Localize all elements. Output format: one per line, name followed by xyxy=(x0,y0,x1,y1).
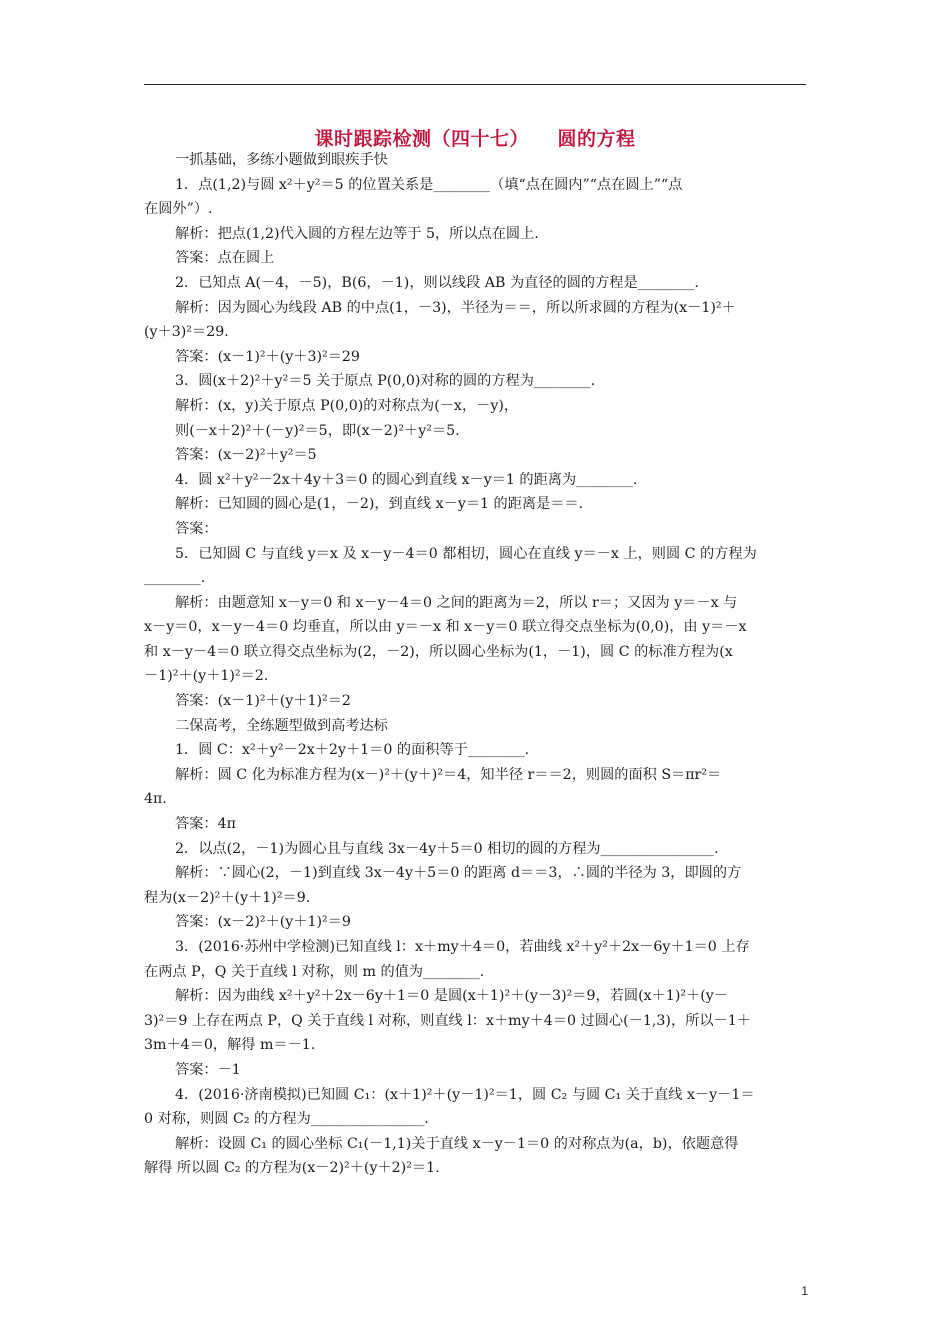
answer-1-3: 答案：(x－2)²＋y²＝5 xyxy=(175,447,317,464)
analysis-2-2-cont: 程为(x－2)²＋(y＋1)²＝9. xyxy=(144,889,311,906)
analysis-1-3: 解析：(x，y)关于原点 P(0,0)的对称点为(－x，－y)， xyxy=(175,397,519,414)
question-2-3: 3．(2016·苏州中学检测)已知直线 l：x＋my＋4＝0，若曲线 x²＋y²＋2x－6y＋1＝0 上存 xyxy=(175,939,750,955)
question-1-1-cont: 在圆外”）. xyxy=(144,201,213,218)
section-heading-basic: 一抓基础，多练小题做到眼疾手快 xyxy=(175,152,388,168)
analysis-1-2-cont: (y＋3)²＝29. xyxy=(144,324,229,341)
answer-2-3: 答案：－1 xyxy=(175,1061,241,1078)
question-2-4-cont: 0 对称，则圆 C₂ 的方程为________________. xyxy=(144,1111,429,1128)
analysis-2-2: 解析：∵圆心(2，－1)到直线 3x－4y＋5＝0 的距离 d＝＝3，∴圆的半径为 3，即圆的方 xyxy=(175,865,742,882)
answer-1-4: 答案： xyxy=(175,520,218,537)
question-1-3: 3．圆(x＋2)²＋y²＝5 关于原点 P(0,0)对称的圆的方程为________. xyxy=(175,373,596,390)
question-1-5: 5．已知圆 C 与直线 y＝x 及 x－y－4＝0 都相切，圆心在直线 y＝－x 上，则圆 C 的方程为 xyxy=(175,545,757,562)
page-number: 1 xyxy=(801,1284,808,1298)
question-1-5-cont: ________. xyxy=(144,570,206,587)
analysis-1-5-cont-3: －1)²＋(y＋1)²＝2. xyxy=(144,668,269,685)
analysis-1-2: 解析：因为圆心为线段 AB 的中点(1，－3)，半径为＝＝，所以所求圆的方程为(x－1)²＋ xyxy=(175,299,736,316)
question-2-3-cont: 在两点 P，Q 关于直线 l 对称，则 m 的值为________. xyxy=(144,963,485,980)
analysis-2-4: 解析：设圆 C₁ 的圆心坐标 C₁(－1,1)关于直线 x－y－1＝0 的对称点为(a，b)，依题意得 xyxy=(175,1135,739,1152)
analysis-1-4: 解析：已知圆的圆心是(1，－2)，到直线 x－y＝1 的距离是＝＝. xyxy=(175,496,584,513)
analysis-2-3-cont-2: 3m＋4＝0，解得 m＝－1. xyxy=(144,1037,316,1054)
answer-2-1: 答案：4π xyxy=(175,816,236,833)
document-body xyxy=(144,148,808,1181)
question-1-1: 1．点(1,2)与圆 x²＋y²＝5 的位置关系是________（填“点在圆内”“点在圆上”“点 xyxy=(175,176,683,193)
answer-1-1: 答案：点在圆上 xyxy=(175,250,275,267)
analysis-1-1: 解析：把点(1,2)代入圆的方程左边等于 5，所以点在圆上. xyxy=(175,225,539,242)
answer-1-5: 答案：(x－1)²＋(y＋1)²＝2 xyxy=(175,693,351,710)
section-heading-exam: 二保高考，全练题型做到高考达标 xyxy=(175,717,388,734)
analysis-2-4-cont: 解得 所以圆 C₂ 的方程为(x－2)²＋(y＋2)²＝1. xyxy=(144,1160,440,1177)
analysis-2-3: 解析：因为曲线 x²＋y²＋2x－6y＋1＝0 是圆(x＋1)²＋(y－3)²＝9，若圆(x＋1)²＋(y－ xyxy=(175,988,728,1005)
analysis-1-5-cont-2: 和 x－y－4＝0 联立得交点坐标为(2，－2)，所以圆心坐标为(1，－1)，圆 C 的标准方程为(x xyxy=(144,643,733,660)
question-2-2: 2．以点(2，－1)为圆心且与直线 3x－4y＋5＝0 相切的圆的方程为________________. xyxy=(175,840,719,857)
header-rule xyxy=(144,84,806,85)
question-1-4: 4．圆 x²＋y²－2x＋4y＋3＝0 的圆心到直线 x－y＝1 的距离为________. xyxy=(175,471,638,488)
analysis-1-5-cont-1: x－y＝0，x－y－4＝0 均垂直，所以由 y＝－x 和 x－y＝0 联立得交点坐标为(0,0)，由 y＝－x xyxy=(144,619,747,636)
analysis-2-1: 解析：圆 C 化为标准方程为(x－)²＋(y＋)²＝4，知半径 r＝＝2，则圆的面积 S＝πr²＝ xyxy=(175,766,722,783)
question-2-4: 4．(2016·济南模拟)已知圆 C₁：(x＋1)²＋(y－1)²＝1，圆 C₂ 与圆 C₁ 关于直线 x－y－1＝ xyxy=(175,1086,755,1103)
analysis-2-3-cont-1: 3)²＝9 上存在两点 P，Q 关于直线 l 对称，则直线 l：x＋my＋4＝0 过圆心(－1,3)，所以－1＋ xyxy=(144,1012,751,1029)
question-1-2: 2．已知点 A(－4，－5)，B(6，－1)，则以线段 AB 为直径的圆的方程是________. xyxy=(175,274,699,291)
page-title: 课时跟踪检测（四十七） 圆的方程 xyxy=(314,128,636,150)
answer-1-2: 答案：(x－1)²＋(y＋3)²＝29 xyxy=(175,348,360,365)
answer-2-2: 答案：(x－2)²＋(y＋1)²＝9 xyxy=(175,914,351,931)
analysis-2-1-cont: 4π. xyxy=(144,791,167,808)
question-2-1: 1．圆 C：x²＋y²－2x＋2y＋1＝0 的面积等于________. xyxy=(175,742,530,759)
analysis-1-3-cont: 则(－x＋2)²＋(－y)²＝5，即(x－2)²＋y²＝5. xyxy=(175,422,460,439)
analysis-1-5: 解析：由题意知 x－y＝0 和 x－y－4＝0 之间的距离为＝2，所以 r＝；又因为 y＝－x 与 xyxy=(175,594,738,611)
